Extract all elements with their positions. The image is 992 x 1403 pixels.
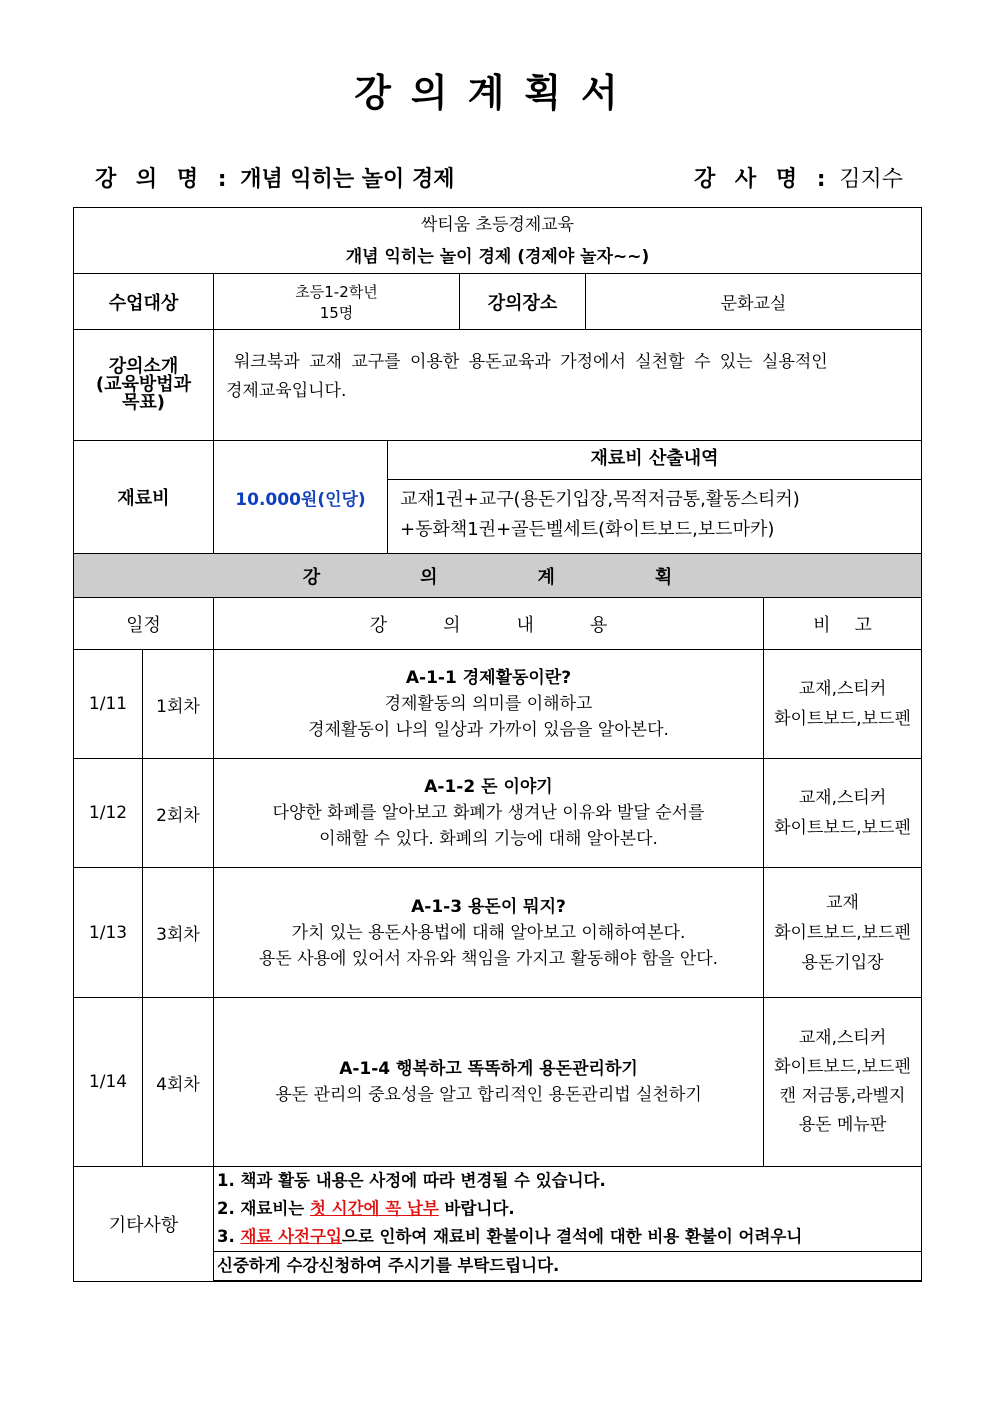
- note-2: [214, 1195, 921, 1223]
- session-note: [764, 868, 922, 998]
- session-note-3: 용돈기입장: [801, 952, 884, 973]
- fee-value: 10.000원(인당): [214, 441, 388, 554]
- note-3-post: 으로 인하여 재료비 환불이나 결석에 대한 비용 환불이 어려우니: [341, 1227, 803, 1246]
- intro-text-cell: [214, 330, 922, 441]
- session-note-3: 캔 저금통,라벨지: [779, 1086, 906, 1106]
- place-value: 문화교실: [586, 274, 922, 330]
- intro-text-1: 워크북과 교재 교구를 이용한 용돈교육과 가정에서 실천할 수 있는 실용적인: [234, 352, 828, 372]
- session-row: [74, 759, 922, 868]
- session-note-2: 화이트보드,보드펜: [774, 818, 911, 838]
- session-row: [74, 868, 922, 998]
- session-content: [214, 998, 764, 1167]
- note-4: 신중하게 수강신청하여 주시기를 부탁드립니다.: [214, 1252, 921, 1281]
- col-schedule: 일정: [74, 598, 214, 650]
- session-note: [764, 759, 922, 868]
- session-desc-2: 용돈 사용에 있어서 자유와 책임을 가지고 활동해야 함을 안다.: [258, 948, 719, 969]
- document-title: 강의계획서: [354, 71, 638, 115]
- intro-label-2: (교육방법과: [95, 374, 192, 395]
- course-name: 개념 익히는 놀이 경제: [240, 167, 455, 192]
- note-3-highlight: 재료 사전구입: [240, 1227, 342, 1246]
- note-2-highlight: 첫 시간에 꼭 납부: [310, 1199, 439, 1218]
- session-row: [74, 650, 922, 759]
- fee-detail-2: +동화책1권+골든벨세트(화이트보드,보드마카): [400, 519, 775, 540]
- col-note: 비고: [764, 598, 922, 650]
- target-count: 15명: [319, 303, 354, 322]
- note-3-pre: 3.: [217, 1227, 241, 1246]
- teacher-label: 강 사 명 :: [694, 167, 832, 192]
- session-note-1: 교재,스티커: [798, 788, 887, 808]
- session-note-1: 교재: [826, 892, 859, 913]
- session-round: 2회차: [143, 759, 214, 868]
- intro-label-cell: [74, 330, 214, 441]
- plan-section-title: 강의계획: [74, 554, 922, 598]
- session-round: 1회차: [143, 650, 214, 759]
- program-title-cell: [74, 208, 922, 274]
- fee-detail-1: 교재1권+교구(용돈기입장,목적저금통,활동스티커): [400, 489, 800, 510]
- course-name-line: [95, 162, 454, 193]
- place-label: 강의장소: [460, 274, 586, 330]
- teacher-name: 김지수: [839, 167, 903, 192]
- session-round: 4회차: [143, 998, 214, 1167]
- session-desc-1: 가치 있는 용돈사용법에 대해 알아보고 이해하여본다.: [291, 922, 686, 943]
- program-line-2: 개념 익히는 놀이 경제 (경제야 놀자~~): [345, 246, 650, 267]
- session-note-2: 화이트보드,보드펜: [774, 1057, 911, 1077]
- intro-text-2: 경제교육입니다.: [226, 381, 347, 401]
- session-content: [214, 868, 764, 998]
- program-line-1: 싹티움 초등경제교육: [420, 214, 575, 235]
- target-value-cell: [214, 274, 460, 330]
- session-date: 1/12: [74, 759, 143, 868]
- notes-cell: [214, 1167, 922, 1282]
- fee-detail-body: [388, 480, 921, 553]
- fee-label: 재료비: [74, 441, 214, 554]
- session-note-2: 화이트보드,보드펜: [774, 709, 911, 729]
- session-title: A-1-3 용돈이 뭐지?: [411, 896, 566, 917]
- target-grade: 초등1-2학년: [295, 282, 378, 301]
- teacher-name-line: [694, 162, 903, 193]
- notes-label: 기타사항: [74, 1167, 214, 1282]
- session-desc-1: 경제활동의 의미를 이해하고: [384, 694, 593, 714]
- session-note-1: 교재,스티커: [798, 679, 887, 699]
- session-date: 1/11: [74, 650, 143, 759]
- session-date: 1/13: [74, 868, 143, 998]
- session-note: [764, 998, 922, 1167]
- session-note-2: 화이트보드,보드펜: [774, 922, 911, 943]
- session-row: [74, 998, 922, 1167]
- session-content: [214, 759, 764, 868]
- session-round: 3회차: [143, 868, 214, 998]
- session-title: A-1-1 경제활동이란?: [405, 668, 572, 688]
- fee-detail-cell: [388, 441, 922, 554]
- session-desc-2: 이해할 수 있다. 화폐의 기능에 대해 알아본다.: [319, 829, 658, 849]
- note-2-post: 바랍니다.: [438, 1199, 515, 1218]
- session-note-1: 교재,스티커: [798, 1028, 887, 1048]
- session-note: [764, 650, 922, 759]
- session-desc-1: 다양한 화폐를 알아보고 화폐가 생겨난 이유와 발달 순서를: [272, 803, 705, 823]
- session-title: A-1-4 행복하고 똑똑하게 용돈관리하기: [339, 1059, 638, 1079]
- note-2-pre: 2. 재료비는: [217, 1199, 310, 1218]
- target-label: 수업대상: [74, 274, 214, 330]
- lecture-plan-table: [73, 207, 922, 1282]
- note-3: [214, 1223, 921, 1252]
- fee-detail-title: 재료비 산출내역: [388, 441, 921, 480]
- intro-label-1: 강의소개: [108, 356, 179, 377]
- session-title: A-1-2 돈 이야기: [424, 777, 553, 797]
- note-1: 1. 책과 활동 내용은 사정에 따라 변경될 수 있습니다.: [217, 1171, 606, 1190]
- session-desc-1: 용돈 관리의 중요성을 알고 합리적인 용돈관리법 실천하기: [275, 1085, 702, 1105]
- intro-label-3: 목표): [121, 392, 165, 413]
- session-date: 1/14: [74, 998, 143, 1167]
- course-label: 강 의 명 :: [95, 167, 233, 192]
- col-content: 강의내용: [214, 598, 764, 650]
- session-desc-2: 경제활동이 나의 일상과 가까이 있음을 알아본다.: [308, 720, 669, 740]
- session-content: [214, 650, 764, 759]
- session-note-4: 용돈 메뉴판: [798, 1115, 887, 1135]
